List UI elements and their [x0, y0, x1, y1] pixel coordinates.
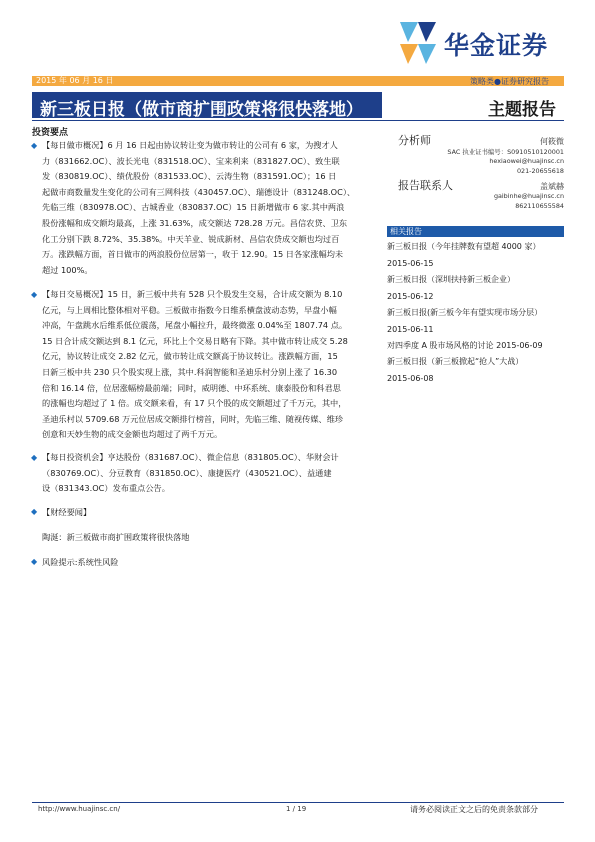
paragraph-market-making: [31, 138, 360, 278]
paragraph-line: 冲高，午盘跳水后维系低位震荡，尾盘小幅拉升，最终微涨 0.04%至 1807.74 点。: [42, 320, 348, 331]
diamond-bullet-icon: ◆: [31, 507, 38, 516]
key-news-item: 陶涎：新三板做市商扩围政策将很快落地: [42, 532, 190, 542]
key-news-heading: ◆ 【财经要闻】: [31, 507, 92, 517]
analyst-cert: SAC 执业证书编号：S0910510120001: [447, 148, 564, 156]
paragraph-line: 倍和 16.14 倍，位居涨幅榜最前端；同时，威明德、中环系统、康泰股份和科君思: [42, 382, 341, 393]
report-type: 主题报告: [488, 100, 556, 120]
paragraph-line: 万。涨跌幅方面，首日做市的两浪股份位居第一，收于 12.90。15 日各家涨幅均未: [42, 249, 344, 260]
paragraph-line: 日新三板中共 230 只个股实现上涨，其中.科润智能和圣迪乐村分别上涨了 16.30: [42, 366, 338, 377]
section-title: 投资要点: [32, 128, 69, 138]
analyst-email[interactable]: hexiaowei@huajinsc.cn: [489, 157, 564, 165]
related-report-date: 2015-06-11: [387, 324, 434, 334]
related-report-item[interactable]: [387, 272, 567, 305]
title-divider: [32, 120, 564, 121]
paragraph-line: 【每日做市概况】6 月 16 日起由协议转让变为做市转让的公司有 6 家，为搜才人: [42, 140, 338, 150]
related-report-title[interactable]: 新三板日报(新三板今年有望实现市场分层）: [387, 308, 543, 317]
paragraph-line: 圣迪乐村以 5709.68 万元位居成交额排行榜首，同时，先临三维、随视传媒、维珍: [42, 413, 344, 424]
brand-logo: [396, 20, 571, 68]
paragraph-line: 设（831343.OC）发布重点公告。: [42, 483, 170, 494]
footer-divider: [32, 802, 564, 803]
contact-phone: 862110655584: [515, 202, 564, 210]
related-report-date: 2015-06-08: [387, 373, 434, 383]
brand-logo-mark: [396, 20, 440, 66]
related-report-title[interactable]: 新三板日报（深圳扶持新三板企业）: [387, 275, 515, 284]
paragraph-opportunity: [31, 450, 360, 497]
related-report-title[interactable]: 对四季度 A 股市场风格的讨论 2015-06-09: [387, 341, 543, 350]
footer-disclaimer: 请务必阅读正文之后的免责条款部分: [410, 805, 538, 814]
related-report-date: 2015-06-12: [387, 291, 434, 301]
paragraph-line: 的涨幅也均超过了 1 倍。成交额来看，有 17 只个股的成交额超过了千万元，其中，: [42, 398, 347, 409]
paragraph-line: 亿元，与上周相比整体相对平稳。三板做市指数今日维系横盘波动态势，早盘小幅: [42, 304, 337, 315]
diamond-bullet-icon: ◆: [31, 453, 38, 462]
paragraph-line: 【每日交易概况】15 日，新三板中共有 528 只个股发生交易，合计成交额为 8.10: [42, 289, 343, 299]
report-date: 2015 年 06 月 16 日: [36, 76, 114, 85]
paragraph-line: 创意和天妙生物的成交金额也均超过了两千万元。: [42, 429, 223, 440]
related-report-item[interactable]: [387, 338, 567, 355]
paragraph-line: 超过 100%。: [42, 264, 93, 275]
related-report-title[interactable]: 新三板日报（今年挂牌数有望超 4000 家）: [387, 242, 541, 251]
related-report-item[interactable]: [387, 305, 567, 338]
related-reports-title: 相关报告: [390, 227, 422, 236]
brand-name: 华金证券: [444, 31, 549, 60]
related-report-date: 2015-06-15: [387, 258, 434, 268]
page-number: 1 / 19: [286, 805, 307, 813]
related-report-item[interactable]: [387, 239, 567, 272]
contact-card: [398, 177, 564, 211]
paragraph-line: 亿元，协议转让成交 2.82 亿元，做市转让成交额高于协议转让。涨跌幅方面，15: [42, 351, 338, 362]
contact-email[interactable]: gaibinhe@huajinsc.cn: [493, 192, 564, 200]
paragraph-trading: [31, 287, 360, 443]
paragraph-line: 力（831662.OC）、波长光电（831518.OC）、宝来利来（831827.OC）、致生联: [42, 155, 340, 166]
analyst-phone: 021-20655618: [516, 167, 564, 175]
paragraph-line: 股份涨幅和成交额均最高，上涨 31.63%，成交额达 728.28 万元。昌信农贷、卫东: [42, 217, 348, 228]
paragraph-line: 起做市商数量发生变化的公司有三网科技（430457.OC）、瑞德设计（831248.OC）、: [42, 186, 356, 197]
paragraph-line: （830769.OC）、分豆教育（831850.OC）、康捷医疗（430521.OC）、益通建: [42, 467, 332, 478]
paragraph-line: 15 日合计成交额达到 8.1 亿元，环比上个交易日略有下降。其中做市转让成交 5.28: [42, 335, 348, 346]
analyst-role: 分析师: [398, 134, 431, 147]
related-report-title[interactable]: 新三板日报（新三板掀起“抢人”大战）: [387, 357, 524, 366]
paragraph-line: 【每日投资机会】亨达股份（831687.OC）、微企信息（831805.OC）、华财会计: [42, 452, 339, 462]
report-title: 新三板日报（做市商扩围政策将很快落地）: [40, 100, 363, 120]
related-report-item[interactable]: [387, 354, 567, 387]
paragraph-line: 发（830819.OC）、绩优股份（831533.OC）、云涛生物（831591.OC）；16 日: [42, 171, 337, 182]
diamond-bullet-icon: ◆: [31, 290, 38, 299]
analyst-card: [398, 132, 564, 177]
paragraph-line: 化工分别下跌 8.72%、35.38%。中天羊业、锐成新材、昌信农贷成交额也均过百: [42, 233, 340, 244]
footer-url-link[interactable]: http://www.huajinsc.cn/: [38, 805, 121, 813]
paragraph-line: 先临三维（830978.OC）、古城香业（830837.OC）15 日新增做市 6 家.其中两浪: [42, 202, 345, 213]
report-category: 策略类●证券研究报告: [470, 77, 549, 86]
contact-role: 报告联系人: [398, 179, 453, 192]
diamond-bullet-icon: ◆: [31, 141, 38, 150]
risk-warning: ◆ 风险提示:系统性风险: [31, 557, 119, 567]
analyst-name: 何筱微: [540, 137, 564, 146]
contact-name: 盖斌赫: [540, 182, 564, 191]
diamond-bullet-icon: ◆: [31, 557, 38, 566]
